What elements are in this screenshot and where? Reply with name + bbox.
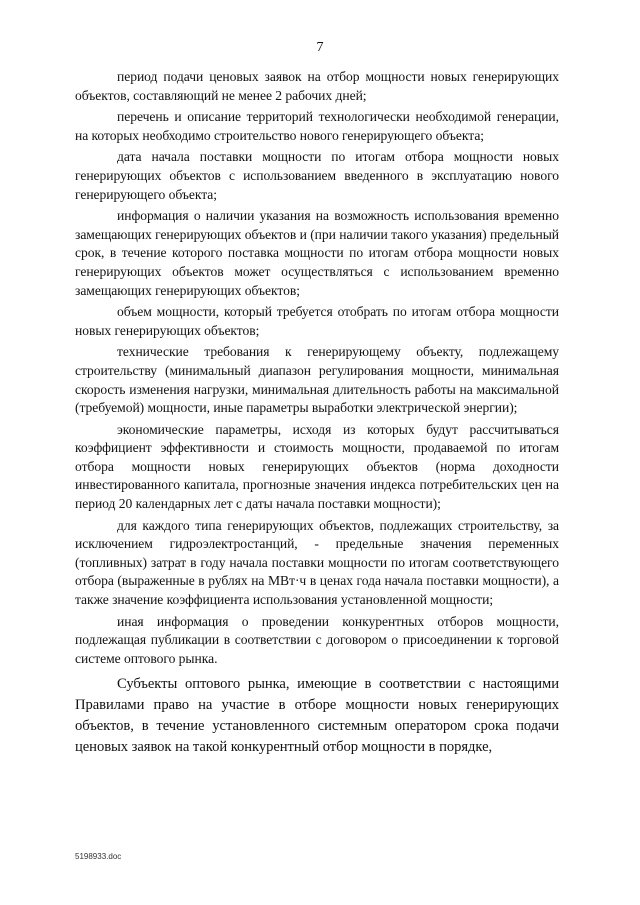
paragraph-supply-start-date: дата начала поставки мощности по итогам отбора мощности новых генерирующих объектов с использованием введенного в эксплуатацию нового генерирующего объекта; — [75, 149, 559, 202]
footer-file-name: 5198933.doc — [75, 852, 122, 861]
paragraph-technical-requirements: технические требования к генерирующему объекту, подлежащему строительству (минимальный диапазон регулирования мощности, минимальная скорость изменения нагрузки, минимальная длительность работы на максимальной (требуемой) мощности, иные параметры выработки электрической энергии); — [75, 344, 559, 416]
paragraph-variable-costs: для каждого типа генерирующих объектов, подлежащих строительству, за исключением гидроэлектростанций, - предельные значения переменных (топливных) затрат в году начала поставки мощности по итогам соответствующего отбора (выраженные в рублях на МВт·ч в ценах года начала поставки мощности), а также значение коэффициента использования установленной мощности; — [75, 517, 559, 608]
paragraph-market-subjects: Субъекты оптового рынка, имеющие в соответствии с настоящими Правилами право на участие в отборе мощности новых генерирующих объектов, в течение установленного системным оператором срока подачи ценовых заявок на такой конкурентный отбор мощности в порядке, — [75, 676, 559, 755]
paragraph-territories: перечень и описание территорий технологически необходимой генерации, на которых необходимо строительство нового генерирующего объекта; — [75, 109, 559, 143]
paragraph-temporary-objects: информация о наличии указания на возможность использования временно замещающих генерирующих объектов и (при наличии такого указания) предельный срок, в течение которого поставка мощности по итогам отбора мощности новых генерирующих объектов может осуществляться с использованием временно замещающих генерирующих объектов; — [75, 208, 559, 298]
page-number: 7 — [316, 40, 324, 55]
paragraph-economic-parameters: экономические параметры, исходя из которых будут рассчитываться коэффициент эффективности и стоимость мощности, продаваемой по итогам отбора мощности новых генерирующих объектов (норма доходности инвестированного капитала, прогнозные значения индекса потребительских цен на период 20 календарных лет с даты начала поставки мощности); — [75, 421, 559, 512]
paragraph-other-information: иная информация о проведении конкурентных отборов мощности, подлежащая публикации в соответствии с договором о присоединении к торговой системе оптового рынка. — [75, 613, 559, 666]
paragraph-bid-period: период подачи ценовых заявок на отбор мощности новых генерирующих объектов, составляющий не менее 2 рабочих дней; — [75, 69, 559, 103]
paragraph-capacity-volume: объем мощности, который требуется отобрать по итогам отбора мощности новых генерирующих объектов; — [75, 304, 559, 338]
document-body — [75, 68, 559, 758]
